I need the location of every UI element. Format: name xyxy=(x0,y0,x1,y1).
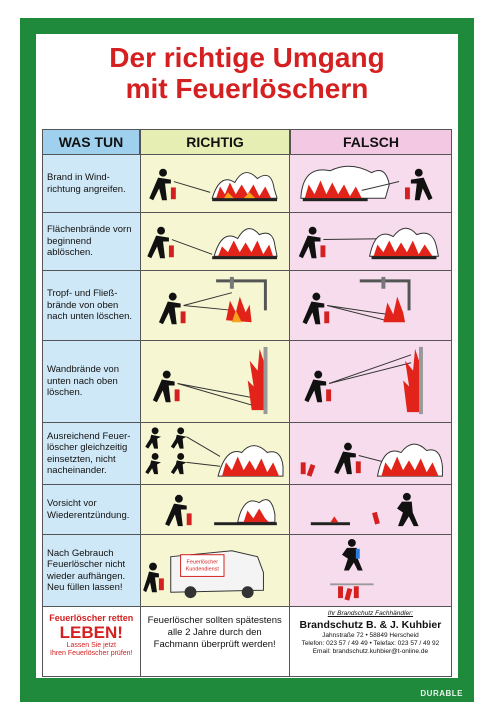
row-instruction: Flächenbrände vorn beginnend ablöschen. xyxy=(43,213,141,270)
slogan-top: Feuerlöscher retten xyxy=(49,613,134,623)
right-illustration xyxy=(141,155,290,212)
slogan-small-1: Lassen Sie jetzt xyxy=(66,642,116,649)
title-line-1: Der richtige Umgang xyxy=(109,42,385,73)
wrong-illustration xyxy=(290,341,451,422)
table-header xyxy=(42,129,452,155)
wrong-illustration xyxy=(290,485,451,534)
header-what: WAS TUN xyxy=(42,129,140,155)
footer-slogan xyxy=(43,607,141,676)
title-line-2: mit Feuerlöschern xyxy=(125,73,369,104)
row-instruction: Wandbrände von unten nach oben löschen. xyxy=(43,341,141,422)
instruction-table xyxy=(42,129,452,677)
slogan-big: LEBEN! xyxy=(59,623,123,642)
van-text-line-2: Kundendienst xyxy=(185,566,219,573)
table-row xyxy=(42,423,452,485)
right-illustration xyxy=(141,271,290,340)
header-right: RICHTIG xyxy=(140,129,290,155)
brand-logo: DURABLE xyxy=(420,689,463,698)
wrong-illustration xyxy=(290,535,451,606)
row-instruction: Tropf- und Fließ-brände von oben nach unten löschen. xyxy=(43,271,141,340)
table-row xyxy=(42,271,452,341)
dealer-street: Jahnstraße 72 • 58849 Herscheid xyxy=(322,632,419,639)
table-row xyxy=(42,535,452,607)
table-row xyxy=(42,485,452,535)
van-text-line-1: Feuerlöscher xyxy=(186,559,218,566)
row-instruction: Brand in Wind-richtung angreifen. xyxy=(43,155,141,212)
table-row xyxy=(42,213,452,271)
row-instruction: Ausreichend Feuer-löscher gleichzeitig einsetzten, nicht nacheinander. xyxy=(43,423,141,484)
right-illustration xyxy=(141,213,290,270)
dealer-company: Brandschutz B. & J. Kuhbier xyxy=(299,619,442,631)
header-wrong: FALSCH xyxy=(290,129,452,155)
dealer-email: Email: brandschutz.kuhbier@t-online.de xyxy=(312,648,429,655)
slogan-small-2: Ihren Feuerlöscher prüfen! xyxy=(50,650,133,657)
row-instruction: Nach Gebrauch Feuerlöscher nicht wieder aufhängen. Neu füllen lassen! xyxy=(43,535,141,606)
poster-title xyxy=(36,42,458,104)
footer-inspection-note: Feuerlöscher sollten spätestens alle 2 Jahre durch den Fachmann überprüft werden! xyxy=(141,607,290,676)
wrong-illustration xyxy=(290,213,451,270)
right-illustration xyxy=(141,485,290,534)
table-row xyxy=(42,155,452,213)
poster-footer xyxy=(42,607,452,677)
right-illustration xyxy=(141,341,290,422)
dealer-label: Ihr Brandschutz Fachhändler: xyxy=(327,610,414,617)
right-illustration xyxy=(141,535,290,606)
footer-dealer xyxy=(290,607,451,676)
right-illustration xyxy=(141,423,290,484)
wrong-illustration xyxy=(290,155,451,212)
wrong-illustration xyxy=(290,271,451,340)
row-instruction: Vorsicht vor Wiederentzündung. xyxy=(43,485,141,534)
dealer-phone: Telefon: 023 57 / 49 49 • Telefax: 023 57 / 49 92 xyxy=(301,640,440,647)
fire-safety-poster xyxy=(36,34,458,678)
wrong-illustration xyxy=(290,423,451,484)
table-row xyxy=(42,341,452,423)
